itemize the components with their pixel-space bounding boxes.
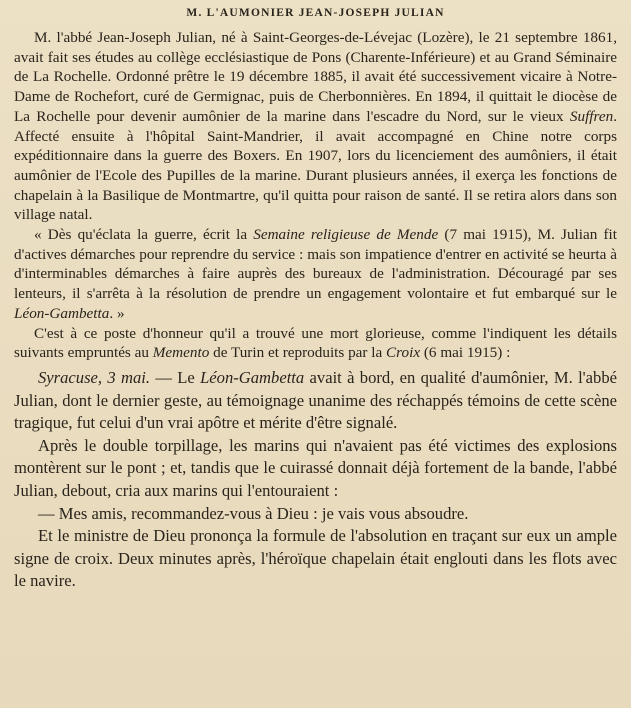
ship-name: Suffren — [569, 107, 614, 125]
paragraph-absolution: Et le ministre de Dieu prononça la formule de l'absolution en traçant sur eux un ample signe de croix. Deux minutes après, l'héroïque chapelain était englouti dans les flots avec le navire. — [14, 526, 617, 591]
paragraph-intro-account — [14, 324, 617, 363]
paragraph-absolution-speech: — Mes amis, recommandez-vous à Dieu : je vais vous absoudre. — [38, 503, 469, 523]
paragraph-biography — [14, 28, 617, 225]
text-run: M. l'abbé Jean-Joseph Julian, né à Saint-Georges-de-Lévejac (Lozère), le 21 septembre 1861, avait fait ses études au collège ecclésiastique de Pons (Charente-Inférieure) et au Grand Séminaire de La Rochelle. Ordonné prêtre le 19 décembre 1885, il avait été successivement vicaire à Notre-Dame de Rochefort, curé de Germignac, puis de Cherbonnières. En 1894, il quittait le diocèse de La Rochelle pour devenir aumônier de la marine dans l'escadre du Nord, sur le vieux — [14, 29, 617, 125]
quoted-account-section — [14, 367, 617, 593]
source-title: Semaine religieuse de Mende — [253, 226, 439, 244]
ship-name: Léon-Gambetta — [14, 304, 110, 322]
text-run: — Le — [150, 367, 201, 387]
source-title: Croix — [386, 344, 421, 362]
biography-section — [14, 28, 617, 363]
dateline: Syracuse, 3 mai. — [38, 367, 151, 387]
paragraph-quote-mende — [14, 225, 617, 324]
text-run: avait à bord, en qualité d'aumônier, M. l'abbé Julian, dont le dernier geste, au témoignage unanime des réchappés témoins de cette scène tragique, fut celui d'un vrai apôtre et mérite d'être signalé. — [14, 367, 617, 433]
text-run: (6 mai 1915) : — [420, 344, 511, 362]
text-run: C'est à ce poste d'honneur qu'il a trouvé une mort glorieuse, comme l'indiquent les détails suivants empruntés au — [14, 324, 617, 362]
paragraph-torpedo: Après le double torpillage, les marins qui n'avaient pas été victimes des explosions montèrent sur le pont ; et, tandis que le cuirassé donnait déjà fortement de la bande, l'abbé Julian, debout, cria aux marins qui l'entouraient : — [14, 435, 617, 500]
text-run: (7 mai 1915), M. Julian fit d'actives démarches pour reprendre du service : mais son impatience d'entrer en activité se heurta à d'interminables démarches à faire auprès des bureaux de l'administration. Découragé par ses lenteurs, il s'arrêta à la résolution de prendre un engagement volontaire et fut embarqué sur le — [14, 226, 617, 303]
ship-name: Léon-Gambetta — [200, 367, 305, 387]
text-run: « Dès qu'éclata la guerre, écrit la — [34, 226, 254, 244]
source-title: Memento — [152, 344, 210, 362]
text-run: de Turin et reproduits par la — [209, 344, 387, 362]
paragraph-syracuse — [14, 367, 617, 435]
text-run: . » — [109, 304, 125, 322]
text-run: . Affecté ensuite à l'hôpital Saint-Mandrier, il avait accompagné en Chine notre corps expéditionnaire dans la guerre des Boxers. En 1907, lors du licenciement des aumôniers, il était aumônier de l'Ecole des Pupilles de la marine. Durant plusieurs années, il exerça les fonctions de chapelain à la Basilique de Montmartre, qu'il quitta pour raison de santé. Il se retira alors dans son village natal. — [14, 107, 617, 224]
page-heading: M. L'AUMONIER JEAN-JOSEPH JULIAN — [186, 7, 445, 19]
